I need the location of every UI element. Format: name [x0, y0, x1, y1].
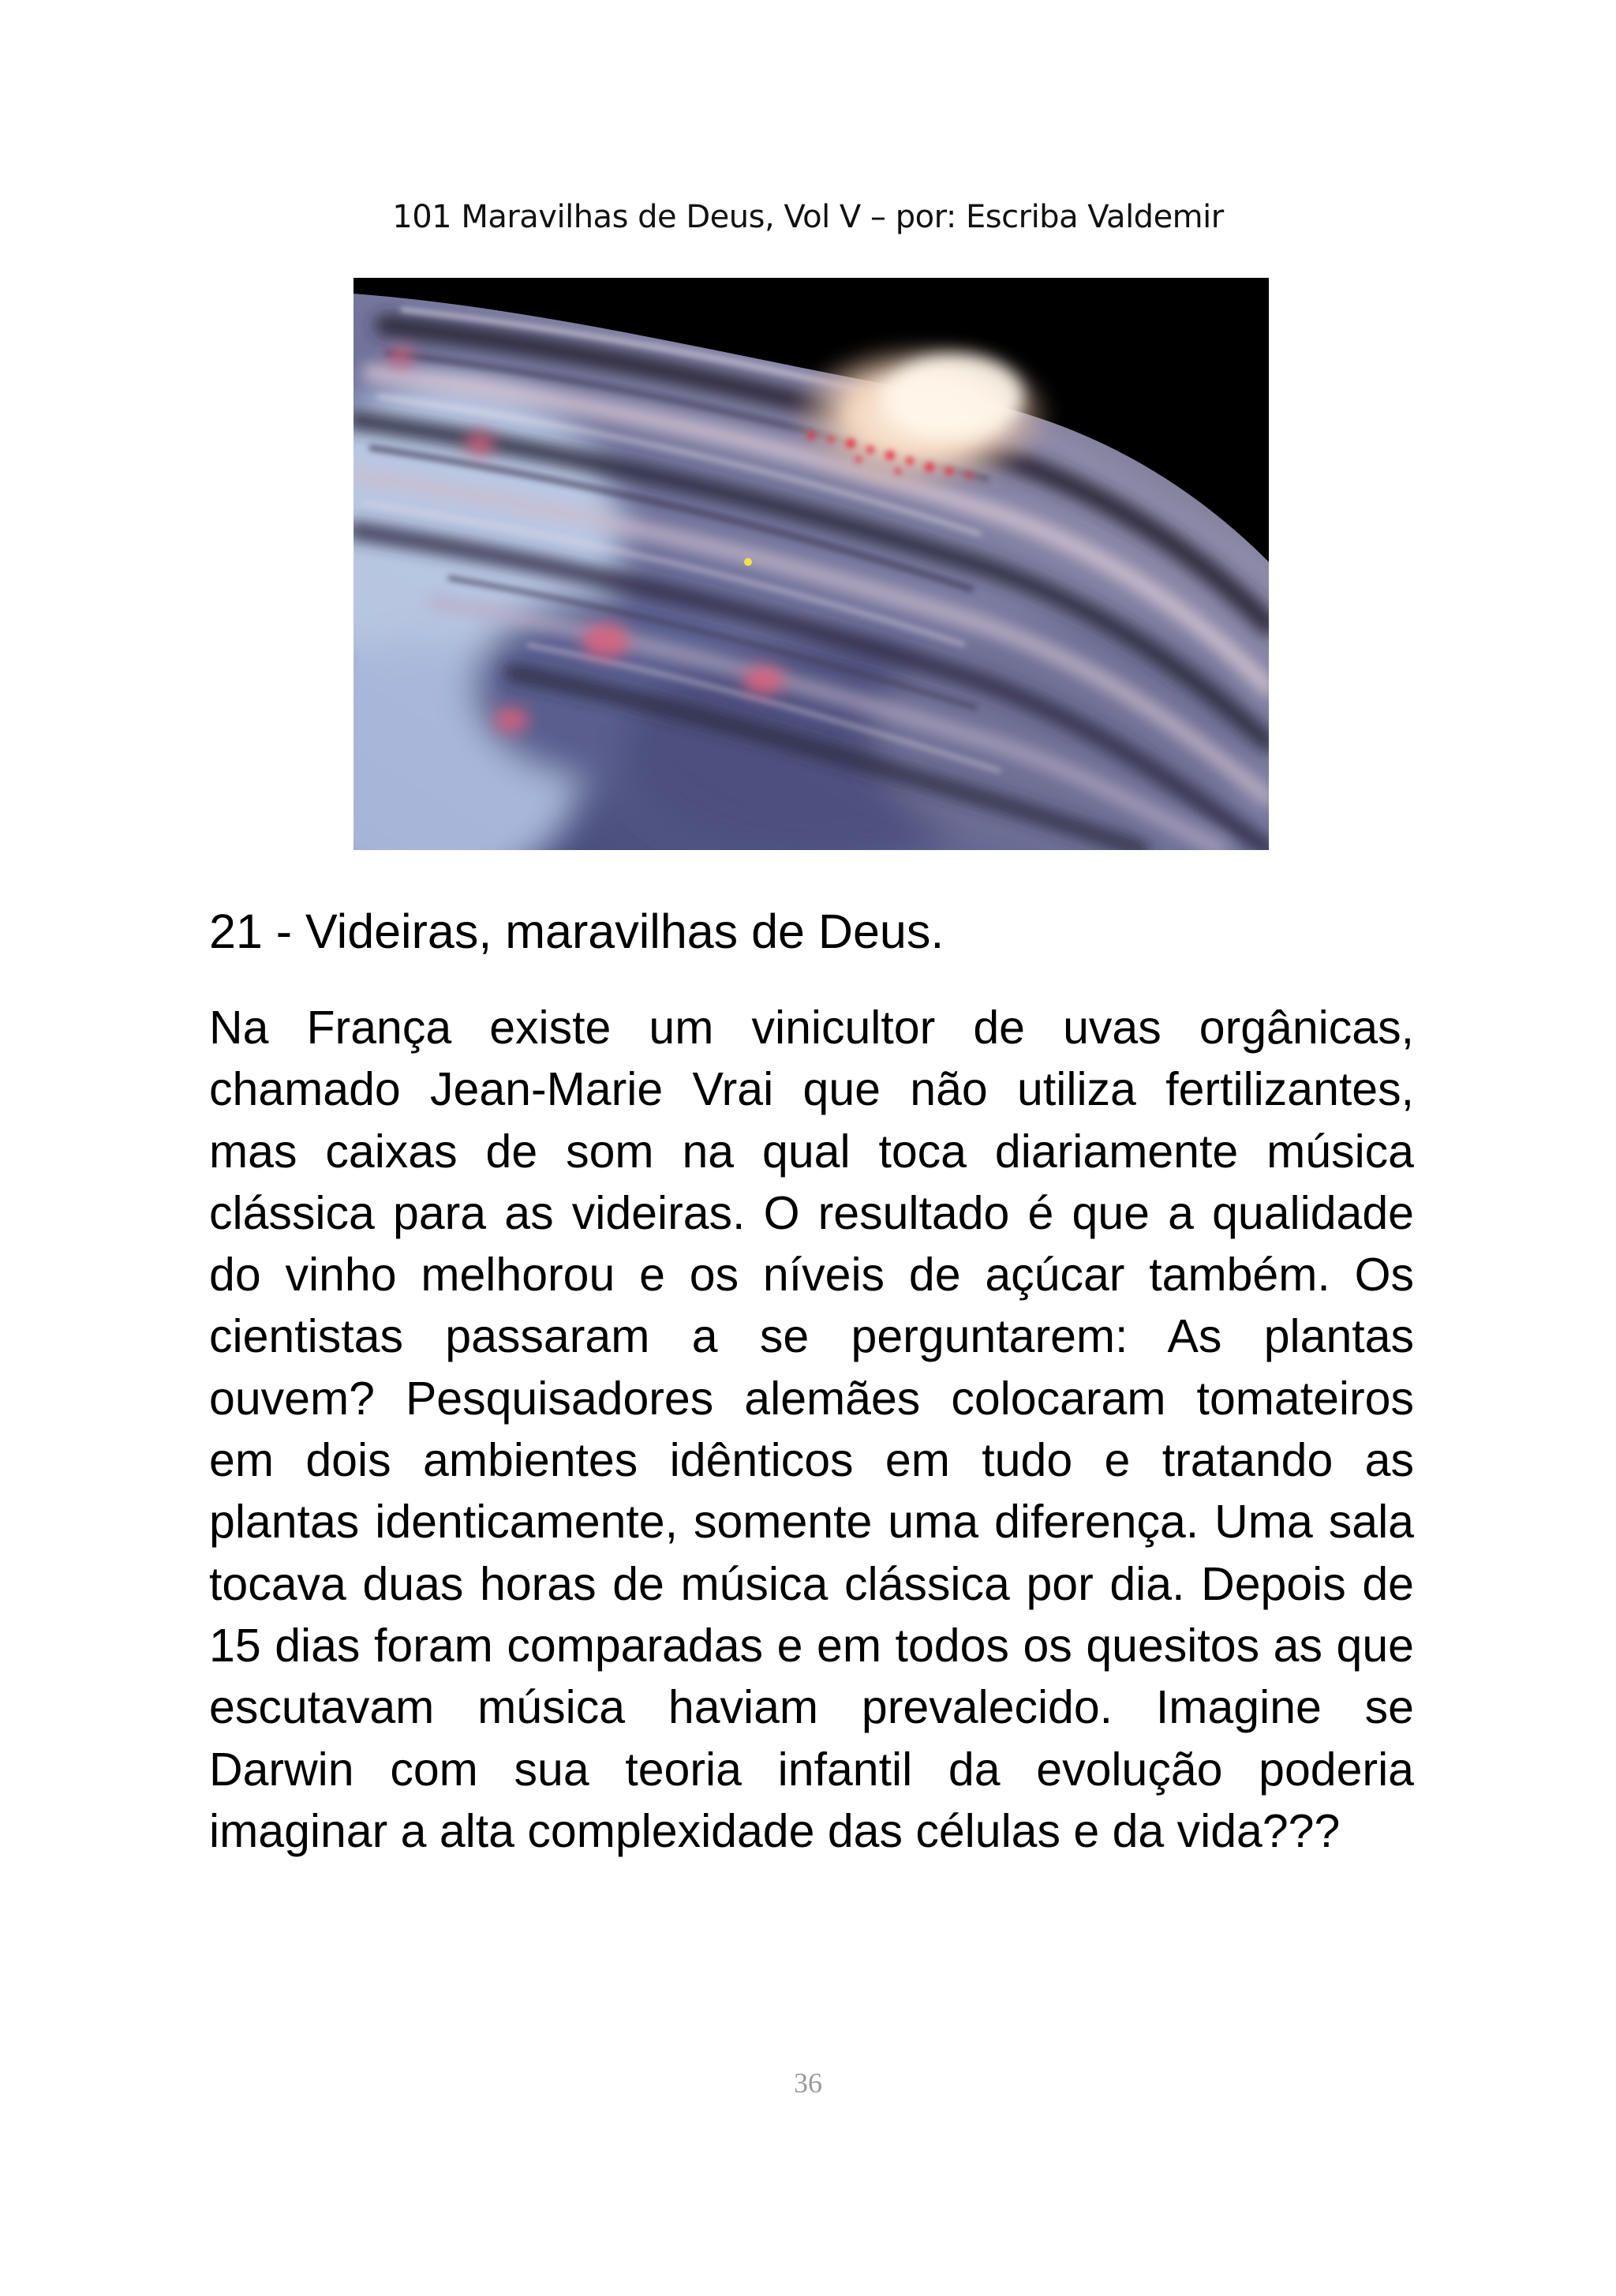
galaxy-image: [354, 278, 1269, 850]
galaxy-illustration: [354, 278, 1269, 850]
chapter-title: 21 - Videiras, maravilhas de Deus.: [209, 905, 945, 958]
sun-marker: [744, 558, 752, 566]
page-number: 36: [794, 2067, 822, 2099]
chapter-body: Na França existe um vinicultor de uvas orgânicas, chamado Jean-Marie Vrai que não utiliza fertilizantes, mas caixas de som na qual toca diariamente música clássica para as videiras. O resultado é que a qualidade do vinho melhorou e os níveis de açúcar também. Os cientistas passaram a se perguntarem: As plantas ouvem? Pesquisadores alemães colocaram tomateiros em dois ambientes idênticos em tudo e tratando as plantas identicamente, somente uma diferença. Uma sala tocava duas horas de música clássica por dia. Depois de 15 dias foram comparadas e em todos os quesitos as que escutavam música haviam prevalecido. Imagine se Darwin com sua teoria infantil da evolução poderia imaginar a alta complexidade das células e da vida???: [209, 1002, 1414, 1857]
running-header: 101 Maravilhas de Deus, Vol V – por: Escriba Valdemir: [392, 199, 1224, 235]
